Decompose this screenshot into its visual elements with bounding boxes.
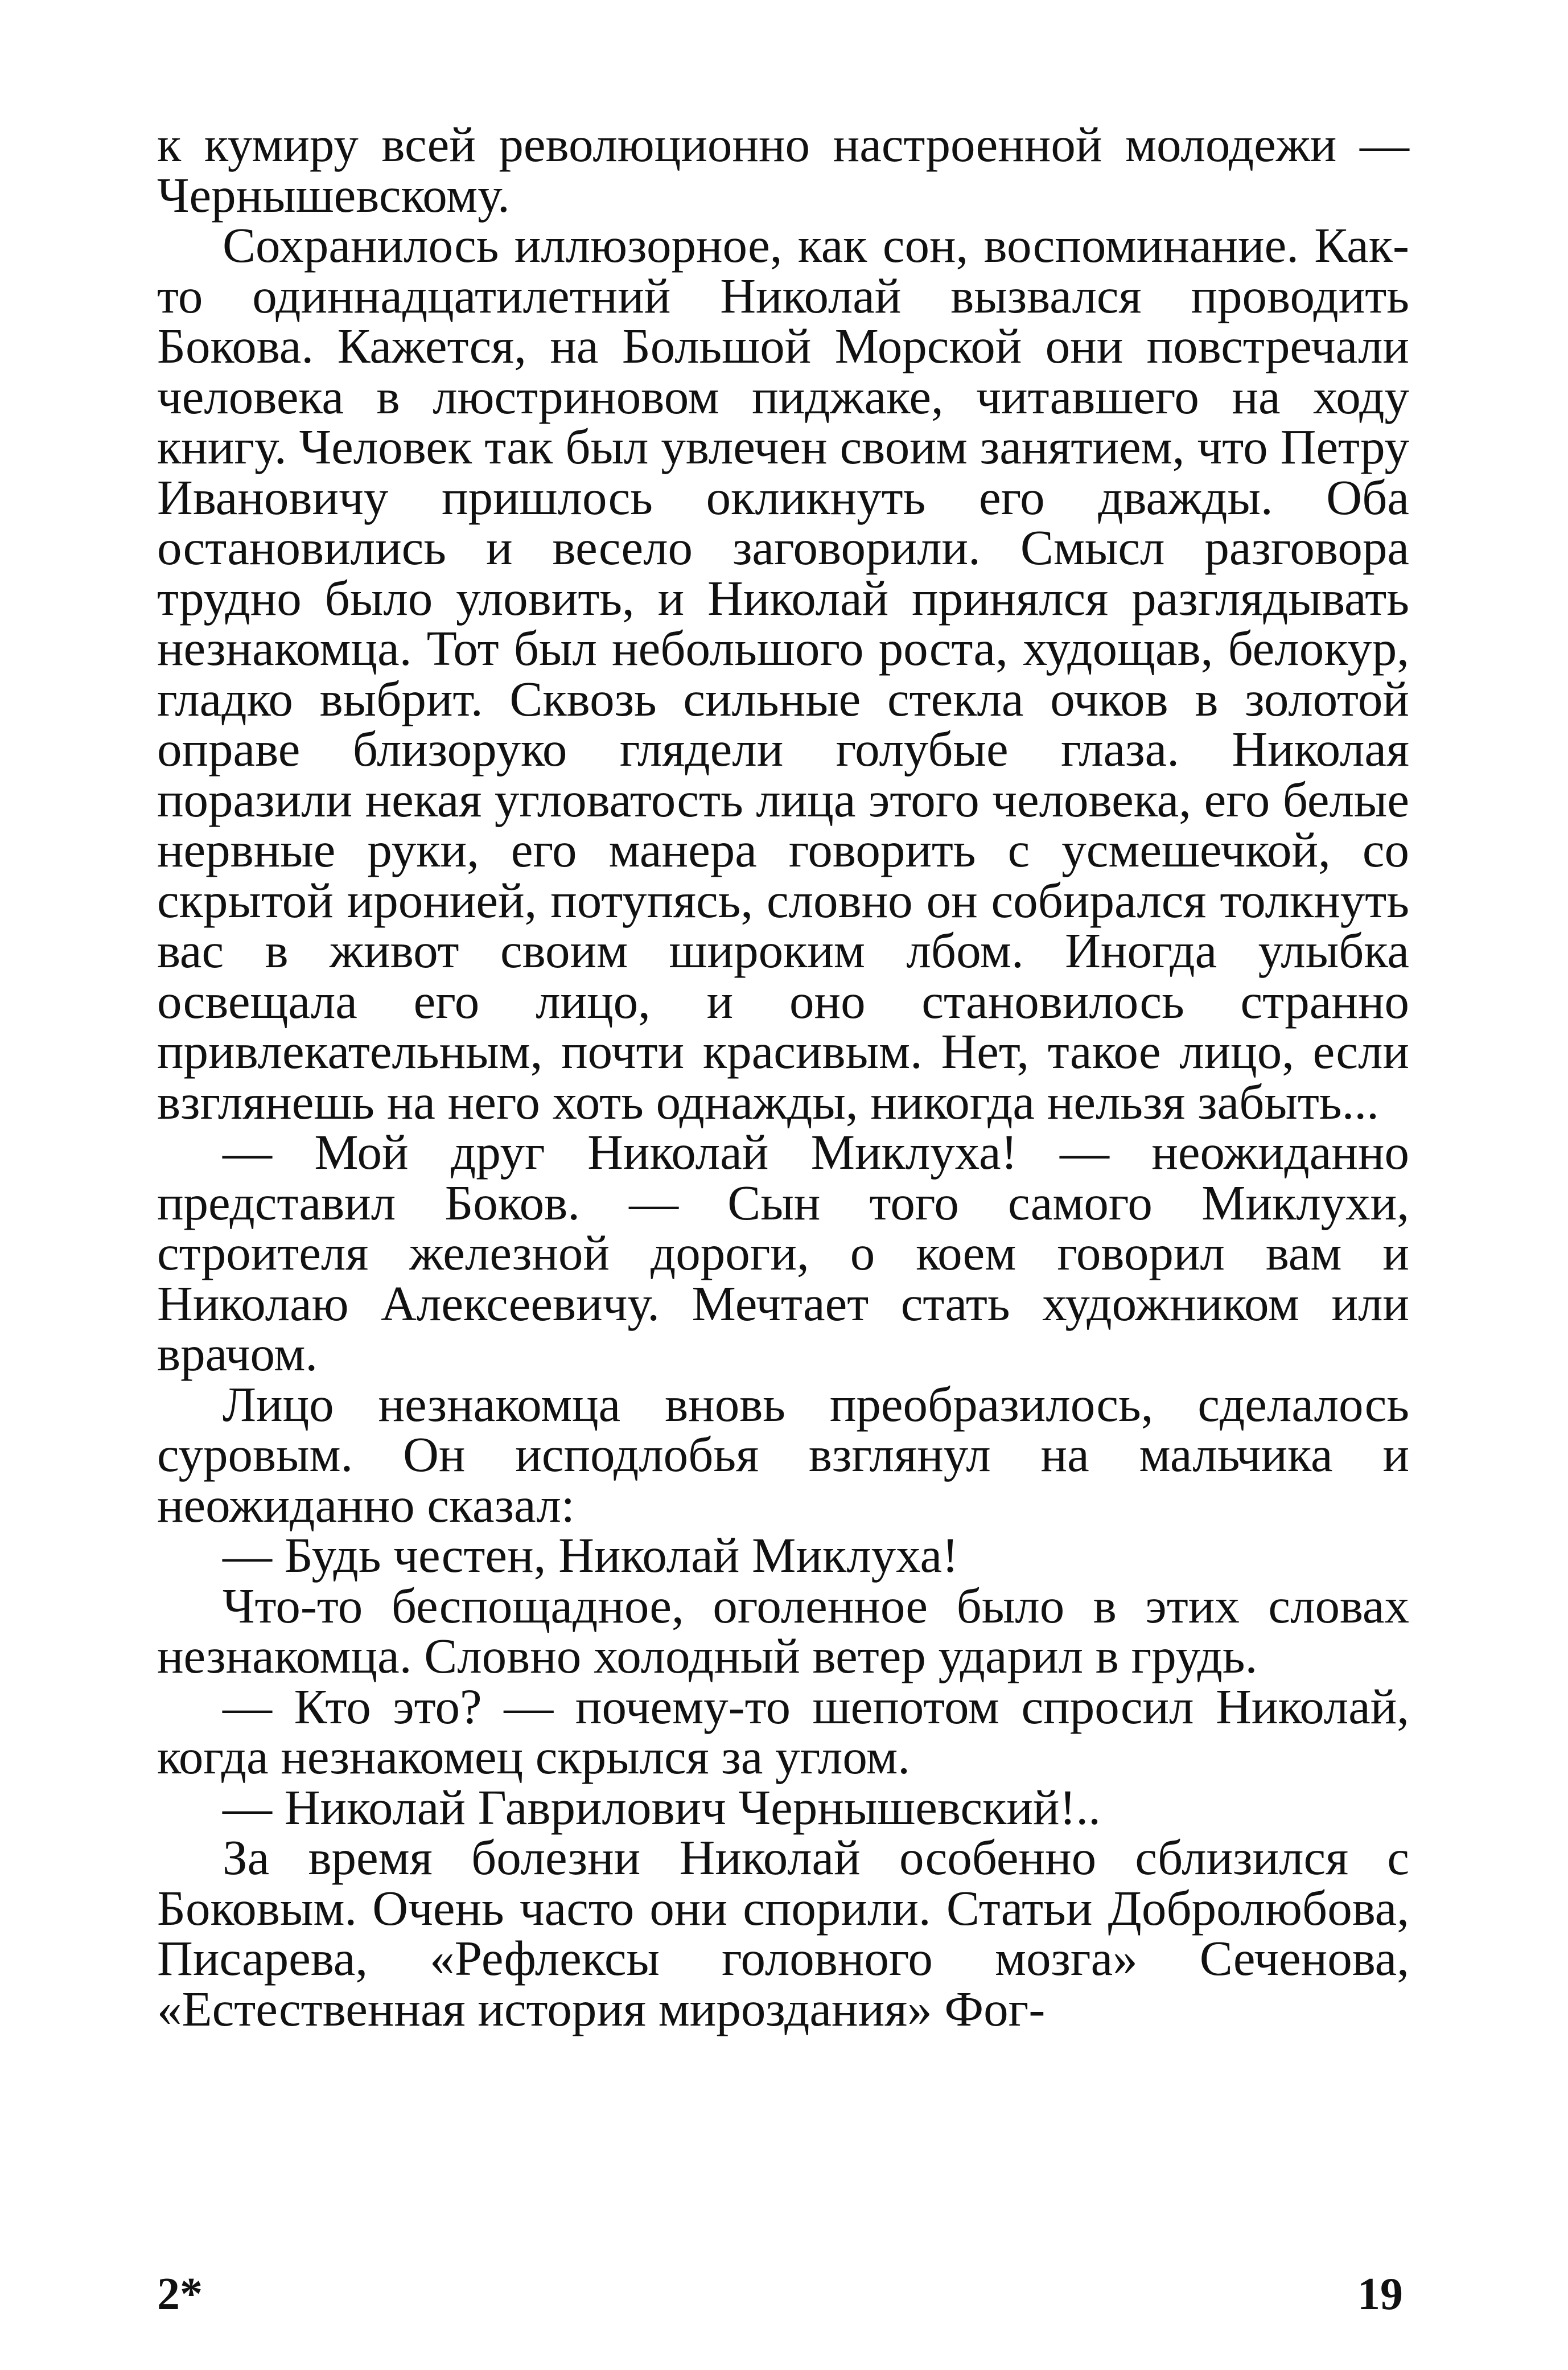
page-number: 19	[1357, 2269, 1403, 2319]
paragraph-7: — Кто это? — почему-то шепотом спросил Николай, когда незнакомец скрылся за углом.	[157, 1678, 1409, 1784]
paragraph-2: Сохранилось иллюзорное, как сон, воспоминание. Как-то одиннадцатилетний Николай вызвался проводить Бокова. Кажется, на Большой Морской они повстречали человека в люстриновом пиджаке, читавшего на ходу книгу. Человек так был увлечен своим занятием, что Петру Ивановичу пришлось окликнуть его дважды. Оба остановились и весело заговорили. Смысл разговора трудно было уловить, и Николай принялся разглядывать незнакомца. Тот был небольшого роста, худощав, белокур, гладко выбрит. Сквозь сильные стекла очков в золотой оправе близоруко глядели голубые глаза. Николая поразили некая угловатость лица этого человека, его белые нервные руки, его манера говорить с усмешечкой, со скрытой иронией, потупясь, словно он собирался толкнуть вас в живот своим широким лбом. Иногда улыбка освещала его лицо, и оно становилось странно привлекательным, почти красивым. Нет, такое лицо, если взглянешь на него хоть однажды, никогда нельзя забыть...	[157, 217, 1409, 1129]
printer-signature-mark: 2*	[157, 2269, 203, 2319]
paragraph-6: Что-то беспощадное, оголенное было в этих словах незнакомца. Словно холодный ветер ударил в грудь.	[157, 1578, 1409, 1683]
paragraph-8: — Николай Гаврилович Чернышевский!..	[223, 1779, 1101, 1835]
body-text	[157, 117, 1409, 2036]
paragraph-4: Лицо незнакомца вновь преобразилось, сделалось суровым. Он исподлобья взглянул на мальчика и неожиданно сказал:	[157, 1376, 1409, 1533]
paragraph-1: к кумиру всей революционно настроенной молодежи — Чернышевскому.	[157, 117, 1409, 223]
paragraph-3: — Мой друг Николай Миклуха! — неожиданно представил Боков. — Сын того самого Миклухи, строителя железной дороги, о коем говорил вам и Николаю Алексеевичу. Мечтает стать художником или врачом.	[157, 1124, 1409, 1381]
paragraph-9: За время болезни Николай особенно сблизился с Боковым. Очень часто они спорили. Статьи Добролюбова, Писарева, «Рефлексы головного мозга» Сеченова, «Естественная история мироздания» Фог-	[157, 1830, 1409, 2036]
paragraph-5: — Будь честен, Николай Миклуха!	[223, 1527, 959, 1583]
